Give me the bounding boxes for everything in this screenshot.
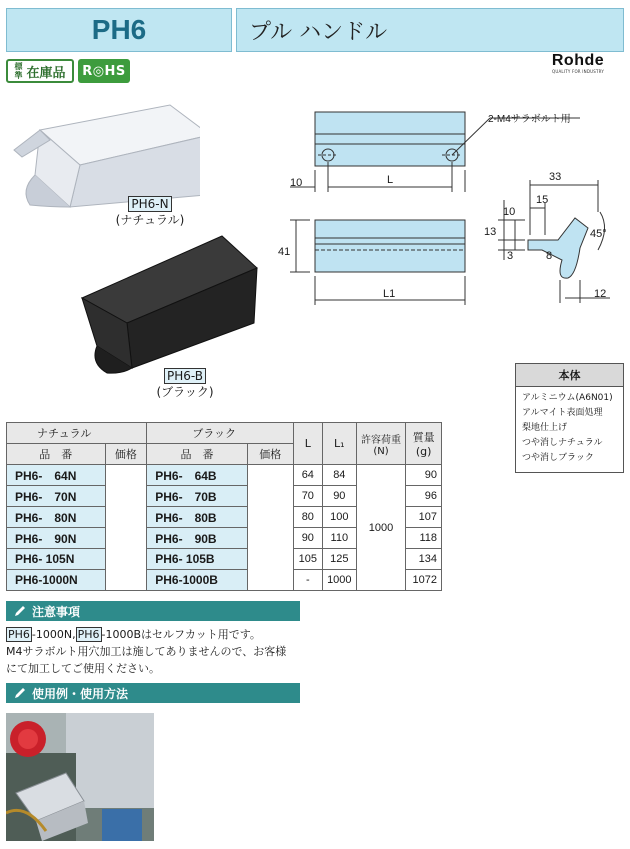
- pencil-icon: [14, 687, 26, 699]
- pencil-icon: [14, 605, 26, 617]
- usage-section-header: 使用例・使用方法: [6, 683, 300, 703]
- dim-33: 33: [549, 171, 562, 183]
- table-row: PH6- 80N PH6- 80B 80 100 107: [7, 507, 442, 528]
- table-row: PH6- 105N PH6- 105B 105 125 134: [7, 549, 442, 570]
- dim-45-deg: 45°: [590, 228, 607, 240]
- spec-table: ナチュラル ブラック L L₁ 許容荷重 (N) 質量 (g) 品 番 価格 品 番 価格 PH6- 64N PH6- 64B 64 84 1000 90 PH6- 70N PH6- 70B 70 90 96 PH6- 80N PH6- 80B 80 100 107 PH6- 90N PH6- 90B 90 110 118 PH6- 105N PH6- 105B 105 125 134 PH6-1000N PH6-1000B - 1000 1072: [6, 422, 442, 591]
- usage-example-photo: [6, 713, 154, 841]
- bolt-note: 2-M4サラボルト用: [488, 114, 571, 125]
- dim-L: L: [387, 174, 394, 186]
- dim-15: 15: [536, 194, 549, 206]
- dim-3: 3: [507, 250, 514, 262]
- material-spec-box: 本体 アルミニウム(A6N01) アルマイト表面処理 梨地仕上げ つや消しナチュラル つや消しブラック: [515, 363, 624, 473]
- natural-product-label: PH6-N (ナチュラル): [115, 197, 185, 227]
- table-row: PH6-1000N PH6-1000B - 1000 1072: [7, 570, 442, 591]
- technical-drawing: [280, 100, 625, 310]
- black-product-label: PH6-B (ブラック): [156, 369, 214, 399]
- dim-12: 12: [594, 288, 607, 300]
- natural-handle-image: [10, 95, 200, 210]
- dim-41: 41: [278, 246, 291, 258]
- dim-8: 8: [546, 250, 553, 262]
- table-row: PH6- 64N PH6- 64B 64 84 1000 90: [7, 465, 442, 486]
- dim-10: 10: [503, 206, 516, 218]
- standard-stock-badge: 標準 在庫品: [6, 59, 74, 83]
- product-code-title: PH6: [6, 8, 232, 52]
- table-row: PH6- 70N PH6- 70B 70 90 96: [7, 486, 442, 507]
- dim-L1: L1: [383, 288, 396, 300]
- material-title: 本体: [516, 364, 623, 387]
- page-header: [6, 8, 624, 52]
- product-name-title: プル ハンドル: [236, 8, 624, 52]
- black-handle-image: [72, 228, 267, 378]
- caution-section-header: 注意事項: [6, 601, 300, 621]
- caution-text: PH6 -1000N, PH6 -1000Bはセルフカット用です。 M4サラボルト用穴加工は施してありませんので、お客様 にて加工してご使用ください。: [6, 628, 287, 675]
- brand-logo: Rohde QUALITY FOR INDUSTRY: [551, 52, 605, 74]
- dim-13: 13: [484, 226, 497, 238]
- rohs-badge: R◎HS: [78, 59, 130, 83]
- table-row: PH6- 90N PH6- 90B 90 110 118: [7, 528, 442, 549]
- dim-10-offset: 10: [290, 177, 303, 189]
